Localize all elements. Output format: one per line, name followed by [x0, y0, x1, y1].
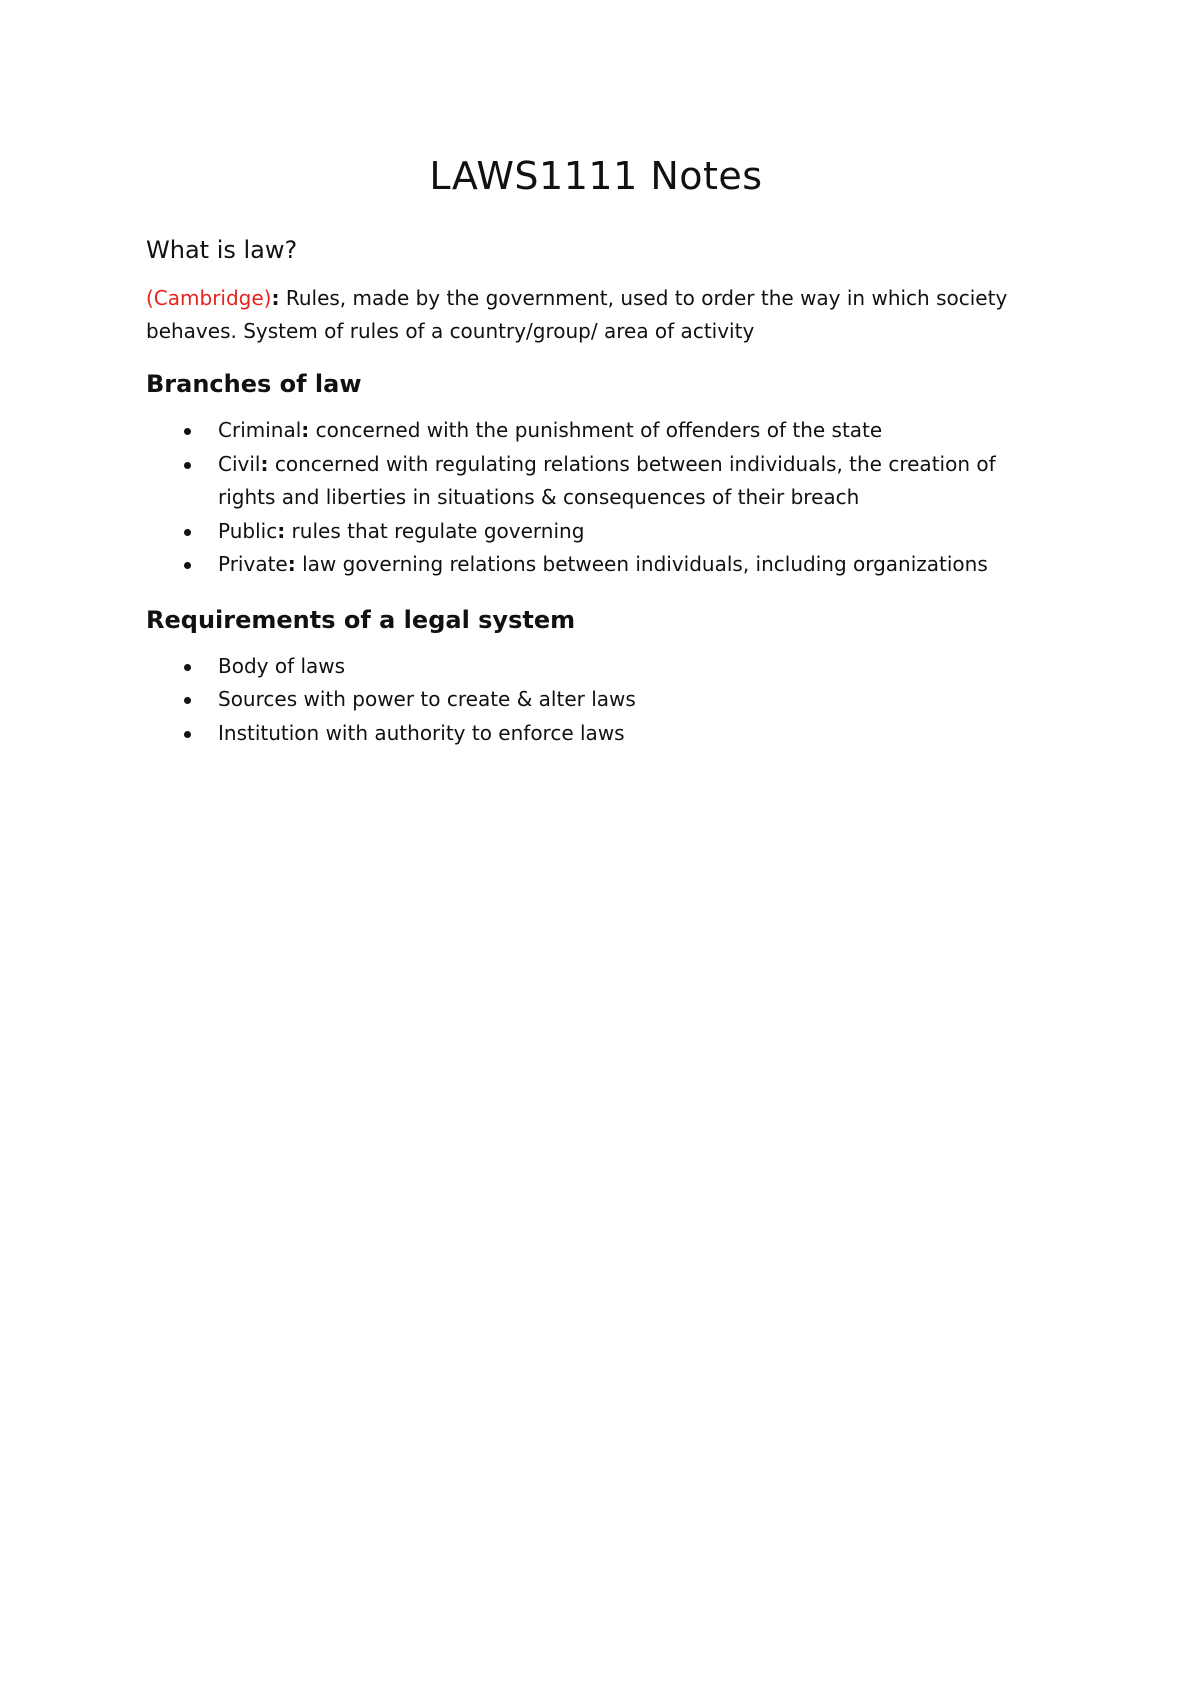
list-item-criminal: [146, 414, 1046, 448]
term-colon: :: [277, 518, 286, 543]
bullet-icon: [184, 529, 191, 536]
list-item-text: rules that regulate governing: [285, 518, 585, 543]
list-item-text: concerned with the punishment of offenders of the state: [309, 418, 883, 442]
list-item-term: Public: [218, 518, 278, 543]
source-separator: :: [271, 286, 280, 310]
term-colon: :: [301, 418, 310, 442]
document-content: [146, 148, 1046, 770]
list-item-text: law governing relations between individuals, including organizations: [295, 552, 988, 576]
document-title: LAWS1111 Notes: [429, 154, 763, 198]
term-colon: :: [260, 451, 269, 476]
section-heading-branches-of-law: Branches of law: [146, 370, 362, 398]
list-item-text: Institution with authority to enforce laws: [218, 720, 625, 745]
branches-list: [146, 414, 1046, 582]
list-item-body-of-laws: [146, 650, 1046, 684]
definition-paragraph: [146, 282, 1046, 348]
term-colon: :: [287, 552, 296, 576]
list-item-text: concerned with regulating relations between individuals, the creation of rights and liberties in situations & consequences of their breach: [218, 451, 996, 509]
list-item-term: Criminal: [218, 418, 302, 442]
bullet-icon: [184, 664, 191, 671]
bullet-icon: [184, 697, 191, 704]
definition-text: Rules, made by the government, used to order the way in which society behaves. System of rules of a country/group/ area of activity: [146, 286, 1008, 343]
bullet-icon: [184, 462, 191, 469]
bullet-icon: [184, 562, 191, 569]
list-item-text: Sources with power to create & alter laws: [218, 687, 636, 711]
section-heading-requirements: Requirements of a legal system: [146, 605, 576, 634]
bullet-icon: [184, 428, 191, 435]
requirements-list: [146, 650, 1046, 751]
bullet-icon: [184, 731, 191, 738]
list-item-sources: [146, 683, 1046, 717]
list-item-civil: [146, 448, 1046, 515]
list-item-term: Civil: [218, 451, 261, 476]
source-citation: (Cambridge): [146, 286, 272, 310]
section-heading-what-is-law: What is law?: [146, 236, 298, 264]
list-item-institution: [146, 717, 1046, 751]
list-item-term: Private: [218, 552, 288, 576]
list-item-public: [146, 515, 1046, 549]
list-item-private: [146, 548, 1046, 582]
list-item-text: Body of laws: [218, 653, 346, 678]
